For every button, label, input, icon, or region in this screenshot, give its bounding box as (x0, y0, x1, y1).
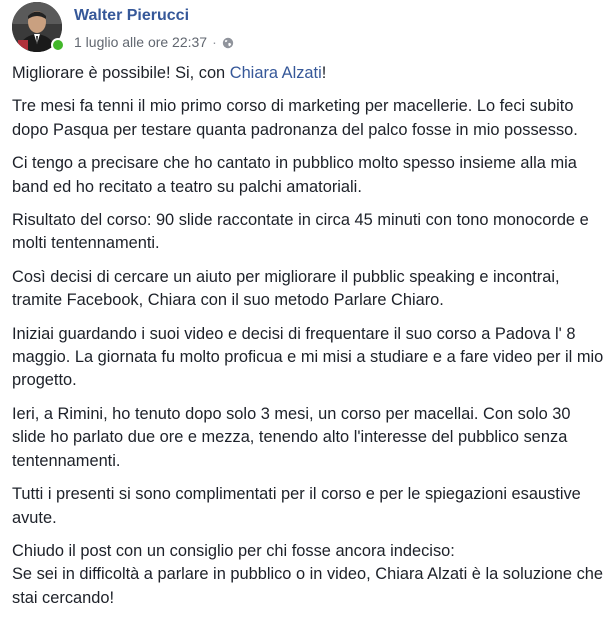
author-name[interactable]: Walter Pierucci (74, 7, 190, 24)
paragraph-1-before: Migliorare è possibile! Si, con (12, 64, 230, 82)
mention-link[interactable]: Chiara Alzati (229, 64, 322, 82)
post-meta (74, 34, 234, 50)
paragraph-4: Risultato del corso: 90 slide raccontate in circa 45 minuti con tono monocorde e molti tentennamenti. (12, 211, 589, 253)
online-status-indicator (51, 38, 65, 52)
paragraph-8: Tutti i presenti si sono complimentati per il corso e per le spiegazioni esaustive avute. (12, 485, 581, 527)
post-header (12, 2, 602, 56)
paragraph-7: Ieri, a Rimini, ho tenuto dopo solo 3 mesi, un corso per macellai. Con solo 30 slide ho parlato due ore e mezza, tenendo alto l'interesse del pubblico senza tentennamenti. (12, 404, 571, 470)
globe-icon[interactable] (222, 36, 234, 48)
paragraph-5: Così decisi di cercare un aiuto per migliorare il pubblic speaking e incontrai, tramite Facebook, Chiara con il suo metodo Parlare Chiaro. (12, 267, 560, 310)
paragraph-6: Iniziai guardando i suoi video e decisi di frequentare il suo corso a Padova l' 8 maggio. La giornata fu molto proficua e mi misi a studiare e a fare video per il mio progetto. (12, 324, 604, 390)
paragraph-9-line-2: Se sei in difficoltà a parlare in pubblico o in video, Chiara Alzati è la soluzione che stai cercando! (12, 565, 604, 607)
paragraph-2: Tre mesi fa tenni il mio primo corso di marketing per macellerie. Lo feci subito dopo Pasqua per testare quanta padronanza del palco fosse in mio possesso. (12, 97, 578, 139)
post-body (12, 62, 608, 620)
paragraph-1-after: ! (321, 64, 327, 82)
meta-separator: · (212, 34, 217, 50)
paragraph-9-line-1: Chiudo il post con un consiglio per chi fosse ancora indeciso: (12, 541, 455, 560)
post-timestamp[interactable]: 1 luglio alle ore 22:37 (74, 34, 208, 50)
paragraph-9 (12, 540, 608, 610)
paragraph-3: Ci tengo a precisare che ho cantato in pubblico molto spesso insieme alla mia band ed ho recitato a teatro su palchi amatoriali. (12, 154, 577, 196)
paragraph-1 (12, 62, 608, 85)
